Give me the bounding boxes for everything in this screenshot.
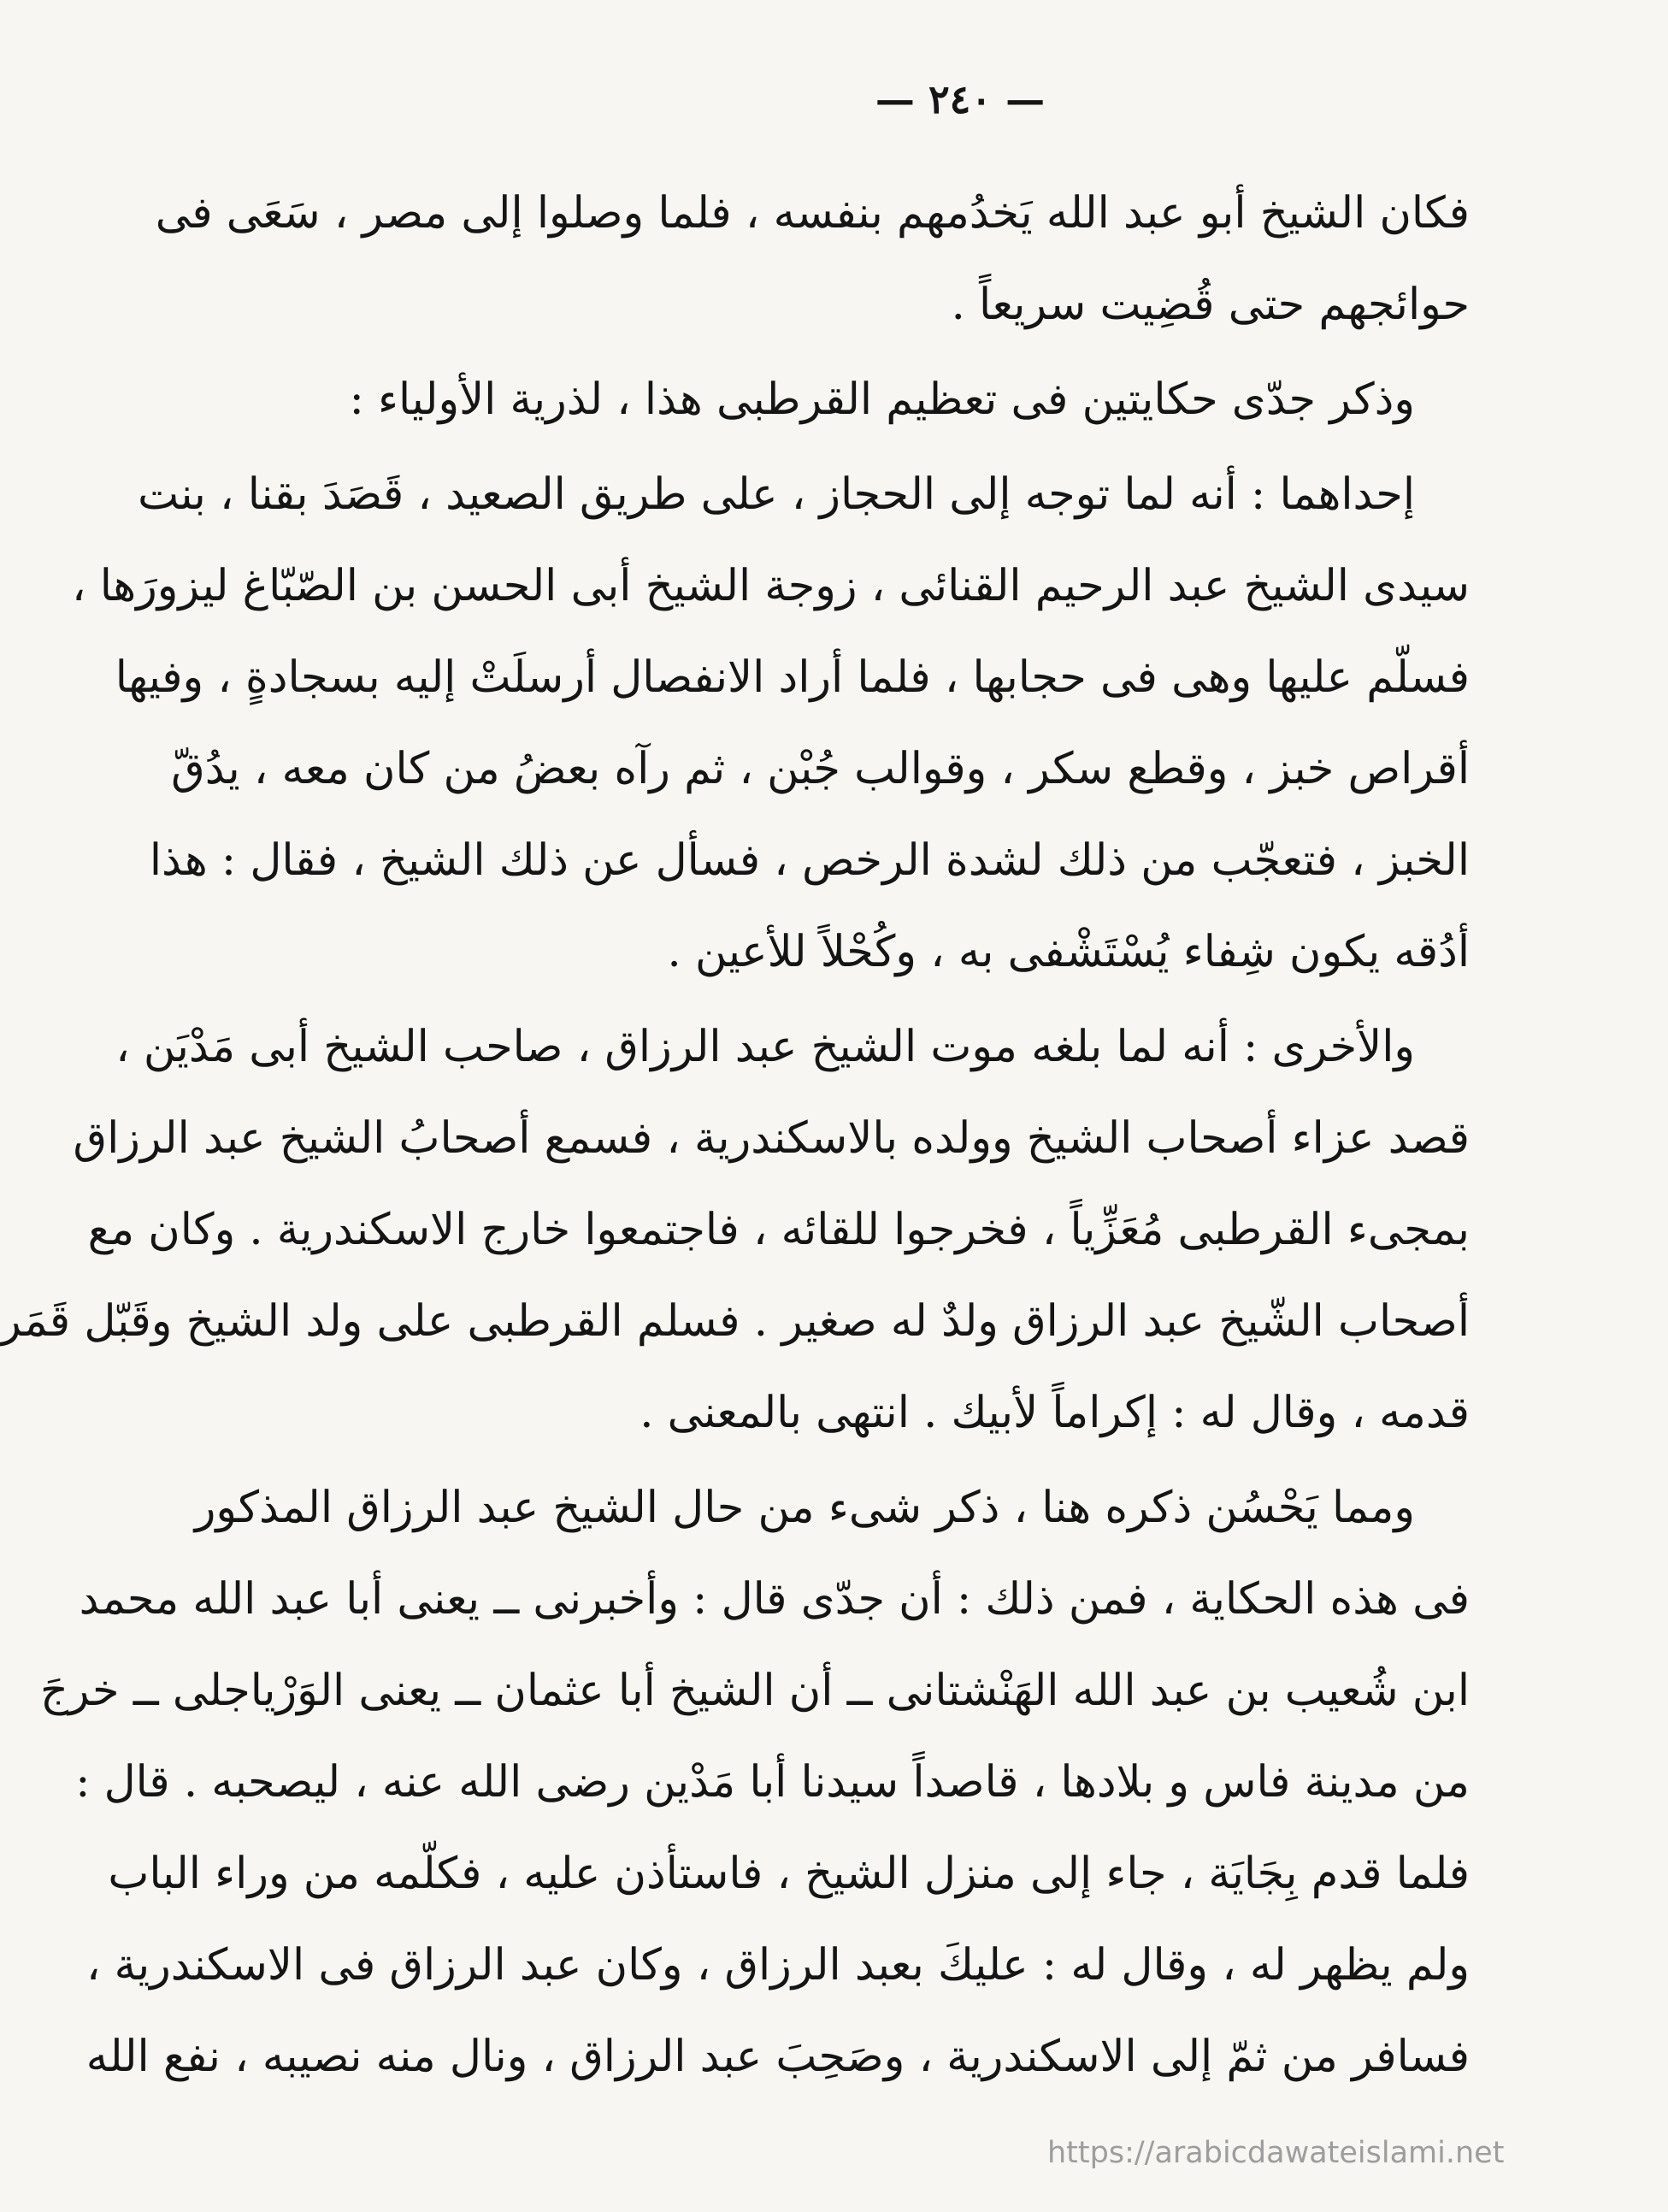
text-line: فلما قدم بِجَايَة ، جاء إلى منزل الشيخ ، فاستأذن عليه ، فكلّمه من وراء الباب	[108, 1849, 1470, 1899]
page-number: — ٢٤٠ —	[875, 76, 1046, 122]
text-line: فسلّم عليها وهى فى حجابها ، فلما أراد الانفصال أرسلَتْ إليه بسجادةٍ ، وفيها	[115, 652, 1470, 703]
paragraph	[72, 449, 1470, 998]
paragraph	[39, 1462, 1470, 2103]
text-line: الخبز ، فتعجّب من ذلك لشدة الرخص ، فسأل عن ذلك الشيخ ، فقال : هذا	[149, 835, 1470, 886]
text-line: من مدينة فاس و بلادها ، قاصداً سيدنا أبا مَدْين رضى الله عنه ، ليصحبه . قال :	[75, 1757, 1470, 1808]
text-line: إحداهما : أنه لما توجه إلى الحجاز ، على طريق الصعيد ، قَصَدَ بقنا ، بنت	[138, 469, 1415, 520]
text-line: بمجىء القرطبى مُعَزِّياً ، فخرجوا للقائه ، فاجتمعوا خارج الاسكندرية . وكان مع	[87, 1205, 1470, 1255]
text-line: والأخرى : أنه لما بلغه موت الشيخ عبد الرزاق ، صاحب الشيخ أبى مَدْيَن ،	[115, 1022, 1415, 1072]
text-line: حوائجهم حتى قُضِيت سريعاً .	[951, 280, 1470, 330]
text-line: وذكر جدّى حكايتين فى تعظيم القرطبى هذا ، لذرية الأولياء :	[349, 375, 1415, 425]
watermark-url: https://arabicdawateislami.net	[1047, 2136, 1505, 2170]
text-line: ومما يَحْسُن ذكره هنا ، ذكر شىء من حال الشيخ عبد الرزاق المذكور	[194, 1483, 1415, 1533]
text-line: قدمه ، وقال له : إكراماً لأبيك . انتهى بالمعنى .	[639, 1388, 1470, 1438]
text-line: ابن شُعيب بن عبد الله الهَنْشتانى ــ أن الشيخ أبا عثمان ــ يعنى الوَرْياجلى ــ خرجَ	[39, 1666, 1470, 1716]
text-line: قصد عزاء أصحاب الشيخ وولده بالاسكندرية ، فسمع أصحابُ الشيخ عبد الرزاق	[73, 1113, 1470, 1164]
page-text	[0, 168, 1470, 2103]
text-line: أدُقه يكون شِفاء يُسْتَشْفى به ، وكُحْلاً للأعين .	[667, 927, 1470, 977]
paragraph	[0, 1001, 1470, 1459]
text-line: ولم يظهر له ، وقال له : عليكَ بعبد الرزاق ، وكان عبد الرزاق فى الاسكندرية ،	[85, 1940, 1470, 1991]
text-line: أصحاب الشّيخ عبد الرزاق ولدٌ له صغير . فسلم القرطبى على ولد الشيخ وقَبّل قَمَر	[0, 1296, 1470, 1347]
text-line: سيدى الشيخ عبد الرحيم القنائى ، زوجة الشيخ أبى الحسن بن الصّبّاغ ليزورَها ،	[72, 561, 1470, 611]
paragraph	[155, 168, 1470, 351]
text-line: فسافر من ثمّ إلى الاسكندرية ، وصَحِبَ عبد الرزاق ، ونال منه نصيبه ، نفع الله	[85, 2032, 1470, 2082]
text-line: فكان الشيخ أبو عبد الله يَخدُمهم بنفسه ، فلما وصلوا إلى مصر ، سَعَى فى	[155, 188, 1470, 239]
paragraph	[349, 354, 1470, 445]
text-line: أقراص خبز ، وقطع سكر ، وقوالب جُبْن ، ثم رآه بعضُ من كان معه ، يدُقّ	[171, 744, 1470, 794]
text-line: فى هذه الحكاية ، فمن ذلك : أن جدّى قال : وأخبرنى ــ يعنى أبا عبد الله محمد	[79, 1574, 1470, 1625]
